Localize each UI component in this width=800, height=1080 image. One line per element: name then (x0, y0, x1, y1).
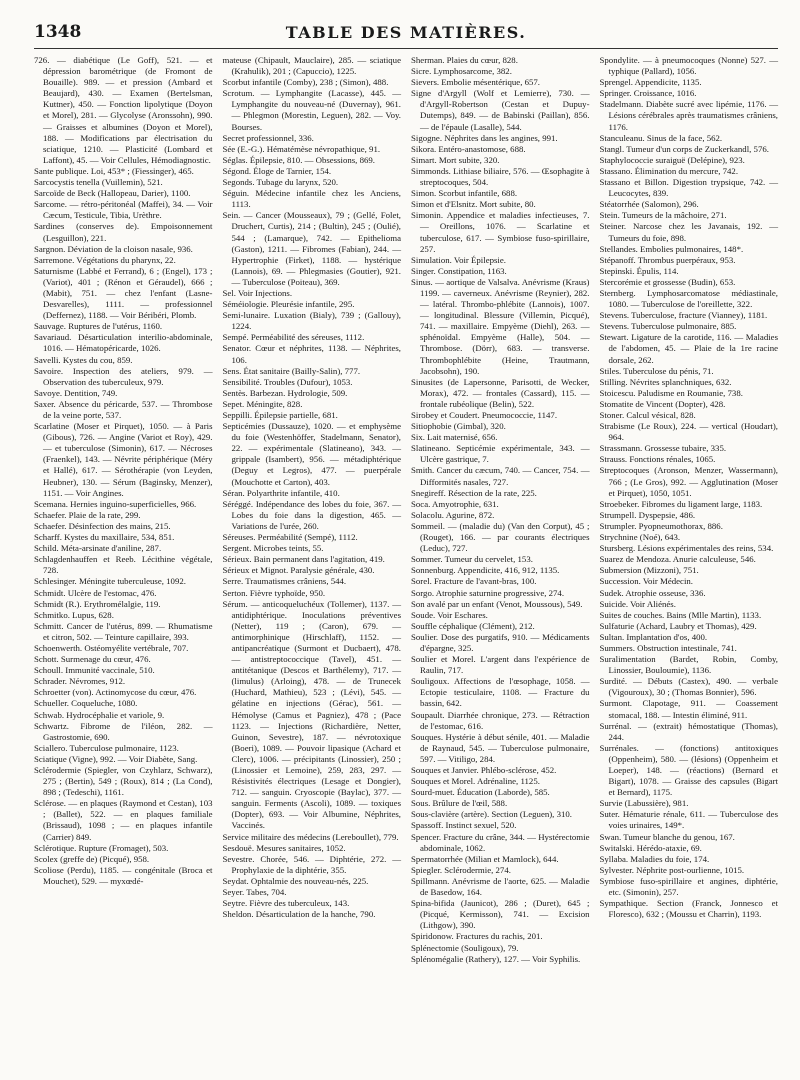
index-entry: Séran. Polyarthrite infantile, 410. (222, 487, 340, 498)
index-entry: Sievers. Embolie mésentérique, 657. (411, 77, 540, 88)
index-entry: Simmonds. Lithiase biliaire, 576. — Œsophagite à streptocoques, 504. (411, 165, 590, 188)
index-entry: Sargnon. Déviation de la cloison nasale, 936. (34, 243, 193, 254)
index-entry: Sylvester. Néphrite post-ourlienne, 1015. (599, 864, 745, 875)
index-entry: Strychnine (Noé), 643. (599, 532, 681, 543)
index-entry: Séméiologie. Pleurésie infantile, 295. (222, 299, 355, 310)
index-entry: Spillmann. Anévrisme de l'aorte, 625. — Maladie de Basedow, 164. (411, 875, 590, 898)
index-entry: Snegireff. Résection de la rate, 225. (411, 487, 537, 498)
index-entry: Soupault. Diarrhée chronique, 273. — Rétraction de l'estomac, 616. (411, 709, 590, 731)
index-entry: Scemana. Hernies inguino-superficielles, 966. (34, 498, 197, 509)
page-header (34, 14, 778, 49)
index-entry: Simon. Scorbut infantile, 688. (411, 188, 518, 199)
page-number: 1348 (34, 22, 82, 42)
index-entry: Sous. Brûlure de l'œil, 588. (411, 798, 508, 809)
index-entry: Strumpler. Pyopneumothorax, 886. (599, 520, 723, 531)
index-entry: Sante publique. Loi, 453* ; (Fiessinger), 465. (34, 165, 194, 176)
index-entry: Scrotum. — Lymphangite (Lacasse), 445. — Lymphangite du nouveau-né (Duvernay), 961. — Phlegmon (Morestin, Leguen), 282. — Voy. Bourses. (222, 88, 401, 132)
index-column-2 (223, 55, 402, 965)
index-entry: Splénomégalie (Rathery), 127. — Voir Syphilis. (411, 953, 581, 964)
index-entry: Schmitt. Cancer de l'utérus, 899. — Rhumatisme et citron, 502. — Teinture capillaire, 393. (34, 620, 213, 642)
index-entry: Seydat. Ophtalmie des nouveau-nés, 225. (222, 875, 369, 886)
index-entry: Souques et Morel. Adrénaline, 1125. (411, 776, 540, 787)
index-entry: Stroebeker. Fibromes du ligament large, 1183. (599, 498, 763, 509)
index-entry: Sauvage. Ruptures de l'utérus, 1160. (34, 321, 163, 332)
index-column-1 (34, 55, 213, 965)
index-entry: Souques et Janvier. Phlébo-sclérose, 452. (411, 765, 557, 775)
index-entry: Sepet. Méningite, 828. (222, 398, 303, 409)
index-entry: Senator. Cœur et néphrites, 1138. — Néphrites, 106. (222, 343, 401, 365)
index-entry: Sérieux. Bain permanent dans l'agitation, 419. (222, 554, 385, 565)
index-entry: Sarremone. Végétations du pharynx, 22. (34, 254, 176, 265)
index-entry: Stoicescu. Paludisme en Roumanie, 738. (599, 387, 743, 398)
index-entry: Sciatique (Vigne), 992. — Voir Diabète, Sang. (34, 753, 198, 764)
index-entry: Staphylococcie suraiguë (Delépine), 923. (599, 154, 745, 165)
index-entry: Stoner. Calcul vésical, 828. (599, 410, 696, 420)
index-columns (34, 55, 778, 965)
index-entry: Suites de couches. Bains (Mlle Martin), 1133. (599, 609, 762, 620)
index-entry: Souques. Hystérie à début sénile, 401. — Maladie de Raynaud, 545. — Tuberculose pulmonaire, 597. — Vitiligo, 284. (411, 731, 590, 764)
index-entry: Stellandes. Embolies pulmonaires, 148*. (599, 243, 744, 254)
index-entry: Sclérodermie (Spiegler, von Czyhlarz, Schwarz), 275 ; (Bertin), 549 ; (Roux), 814 ; (La Cond), 898 ; (Tedeschi), 1161. (34, 765, 213, 798)
index-entry: Schwab. Hydrocéphalie et variole, 9. (34, 709, 165, 720)
index-entry: Switalski. Hérédo-ataxie, 69. (599, 842, 702, 853)
index-entry: Stassano. Élimination du mercure, 742. (599, 165, 739, 176)
index-entry: Spencer. Fracture du crâne, 344. — Hystérectomie abdominale, 1062. (411, 831, 590, 853)
index-entry: Slatineano. Septicémie expérimentale, 343. — Ulcère gastrique, 7. (411, 443, 590, 465)
index-entry: Sherman. Plaies du cœur, 828. (411, 55, 518, 65)
index-entry: Secret professionnel, 336. (222, 132, 314, 143)
index-entry: Seytre. Fièvre des tuberculeux, 143. (222, 898, 350, 909)
index-entry: Sultan. Implantation d'os, 400. (599, 631, 708, 642)
index-entry: Schueller. Coqueluche, 1080. (34, 698, 138, 709)
index-entry: Strassmann. Grossesse tubaire, 335. (599, 443, 727, 454)
index-entry: Savelli. Kystes du cou, 859. (34, 354, 133, 365)
index-entry: Saxer. Absence du péricarde, 537. — Thrombose de la veine porte, 537. (34, 398, 213, 420)
index-entry: Springer. Croissance, 1016. (599, 88, 697, 99)
index-entry: Sheldon. Désarticulation de la hanche, 790. (222, 909, 376, 920)
index-entry: Soulier et Morel. L'argent dans l'expérience de Raulin, 717. (411, 654, 590, 676)
index-entry: Soude. Voir Eschares. (411, 609, 488, 620)
index-entry: Schaefer. Désinfection des mains, 215. (34, 520, 171, 531)
index-entry: Spassoff. Instinct sexuel, 520. (411, 820, 517, 831)
index-entry: Surdité. — Débuts (Castex), 490. — verbale (Vigouroux), 30 ; (Thomas Bonnier), 596. (599, 676, 778, 698)
index-entry: Sclérotique. Rupture (Fromaget), 503. (34, 842, 169, 853)
index-entry: Sprengel. Appendicite, 1135. (599, 77, 702, 88)
index-entry: mateuse (Chipault, Mauclaire), 285. — sciatique (Krahulik), 201 ; (Capuccio), 1225. (222, 55, 401, 77)
index-entry: Surmont. Clapotage, 911. — Coassement stomacal, 188. — Intestin éliminé, 911. (599, 698, 778, 720)
index-entry: Sinusites (de Lapersonne, Parisotti, de Wecker, Morax), 472. — frontales (Cassard), 115. — frontale rubéolique (Belin), 522. (411, 376, 590, 409)
running-title: TABLE DES MATIÈRES. (285, 23, 527, 42)
index-entry: Service militaire des médecins (Lereboullet), 779. (222, 831, 399, 842)
index-entry: Segonds. Tubage du larynx, 520. (222, 177, 339, 188)
index-entry: Sens. État sanitaire (Bailly-Salin), 777. (222, 365, 361, 376)
index-entry: Scoliose (Perdu), 1185. — congénitale (Broca et Mouchet), 529. — myxœdé- (34, 864, 213, 886)
index-entry: Stevens. Tuberculose, fracture (Vianney), 1181. (599, 310, 768, 321)
index-entry: Sée (E.-G.). Hématémèse névropathique, 91. (222, 143, 381, 154)
index-entry: Sternberg. Lymphosarcomatose médiastinale, 1080. — Tuberculose de l'oreillette, 322. (599, 287, 778, 310)
index-entry: Stanculeanu. Sinus de la face, 562. (599, 132, 723, 143)
index-entry: Ségond. Éloge de Tarnier, 154. (222, 165, 332, 176)
index-entry: Streptocoques (Aronson, Menzer, Wassermann), 766 ; (Le Gros), 992. — Agglutination (Moser et Pirquet), 1050, 1051. (599, 465, 778, 498)
index-entry: Sciallero. Tuberculose pulmonaire, 1123. (34, 742, 179, 753)
index-entry: Sentès. Barbezan. Hydrologie, 509. (222, 387, 348, 398)
index-entry: Stercorémie et grossesse (Budin), 653. (599, 276, 736, 287)
index-entry: Scorbut infantile (Comby), 238 ; (Simon), 488. (222, 77, 389, 88)
index-entry: Spondylite. — à pneumocoques (Nonne) 527. — typhique (Pallard), 1056. (599, 55, 778, 77)
index-entry: Stangl. Tumeur d'un corps de Zuckerkandl, 576. (599, 143, 769, 154)
index-entry: Schlagdenhauffen et Reeb. Lécithine végétale, 728. (34, 554, 213, 576)
index-entry: Stewart. Ligature de la carotide, 116. — Maladies de l'abdomen, 45. — Plaie de la 1re racine dorsale, 262. (599, 332, 778, 365)
index-entry: Simonin. Appendice et maladies infectieuses, 7. — Oreillons, 1076. — Scarlatine et tuberculose, 617. — Symbiose fuso-spirillaire, 257. (411, 210, 590, 254)
index-entry: Spiridonow. Fractures du rachis, 201. (411, 931, 543, 942)
index-entry: Stursberg. Lésions expérimentales des reins, 534. (599, 543, 774, 554)
index-entry: Summers. Obstruction intestinale, 741. (599, 642, 737, 653)
index-entry: Sarcocystis tenella (Vuillemin), 521. (34, 177, 163, 188)
index-entry: Soca. Amyotrophie, 631. (411, 498, 499, 509)
index-entry: Savariaud. Désarticulation interilio-abdominale, 1016. — Hématopéricarde, 1026. (34, 332, 213, 354)
index-entry: Spermatorrhée (Milian et Mamlock), 644. (411, 853, 559, 864)
index-entry: Singer. Constipation, 1163. (411, 265, 507, 276)
index-entry: Sclérose. — en plaques (Raymond et Cestan), 103 ; (Ballet), 522. — en plaques familiale (Brissaud), 1098 ; — en plaques infantile (Carrier) 849. (34, 798, 213, 842)
index-entry: Suralimentation (Bardet, Robin, Comby, Linossier, Bouloumie), 1136. (599, 654, 778, 676)
index-entry: Surrénal. — (extrait) hémostatique (Thomas), 244. (599, 720, 778, 742)
index-entry: Simulation. Voir Épilepsie. (411, 254, 506, 265)
index-entry: Sarcoïde de Beck (Hallopeau, Darier), 1100. (34, 188, 191, 199)
index-entry: Sorel. Fracture de l'avant-bras, 100. (411, 576, 537, 587)
index-entry: Sarcome. — rétro-péritonéal (Maffei), 34. — Voir Cæcum, Testicule, Tibia, Urèthre. (34, 199, 213, 221)
index-entry: Scolex (greffe de) (Picqué), 958. (34, 853, 150, 864)
index-entry: Sérieux et Mignot. Paralysie générale, 430. (222, 565, 375, 576)
index-entry: Stadelmann. Diabète sucré avec lipémie, 1176. — Lésions cérébrales après traumatismes crâniens, 1176. (599, 99, 778, 132)
index-entry: Sempé. Perméabilité des séreuses, 1112. (222, 332, 365, 343)
index-entry: Sérum. — anticoqueluchéux (Tollemer), 1137. — antidiphtérique. Inoculations préventives (Netter), 119 ; (Caron), 679. — antimorphinique (Hirschlaff), 1152. — antipancréatique (Surmont et Ducbaert), 478. — antistreptococcique (Tavel), 451. — antitétanique (Descos et Barthélemy), 717. — (limulus) (Arloing), 478. — de Trunecek (Huchard, Mathieu), 523 ; (Lévi), 545. — gélatine en injections (Gérac), 561. — Hémolyse (Camus et Pagniez), 478 ; (Pace 1123. — Injections (Richardière, Netter, Guinon, Sevestre), 187. — névrotoxique (Boeri), 1089. — Pouvoir lipasique (Achard et Clerc), 1006. — précipitants (Linossier), 250 ; (Linossier et Lemoine), 259, 283, 297. — Résistivités électriques (Lesage et Dongier), 712. — sanguin. Cryoscopie (Baylac), 377. — sanguin. Ferments (Ascoli), 1089. — toxiques (Dopter), 693. — Voir Albumine, Néphrites, Vaccinés. (222, 598, 401, 831)
index-entry: Stépanoff. Thrombus puerpéraux, 953. (599, 254, 736, 265)
index-entry: Survie (Labussière), 981. (599, 798, 689, 809)
index-entry: Septicémies (Dussauze), 1020. — et emphysème du foie (Westenhöffer, Stadelmann, Senator), 22. — expérimentale (Slatineano), 343. — grippale (Isambert), 956. — métadiphtérique (Deguy et Legros), 477. — puerpérale (Mouchotte et Carton), 403. (222, 421, 401, 487)
index-entry: Sicre. Lymphosarcome, 382. (411, 66, 512, 77)
index-entry: Scharff. Kystes du maxillaire, 534, 851. (34, 532, 175, 543)
index-entry: Spiegler. Sclérodermie, 274. (411, 864, 511, 875)
index-entry: Strauss. Fonctions rénales, 1065. (599, 454, 716, 465)
index-entry: Swan. Tumeur blanche du genou, 167. (599, 831, 735, 842)
index-entry: Sorgo. Atrophie saturnine progressive, 274. (411, 587, 565, 598)
index-entry: Séguin. Médecine infantile chez les Anciens, 1113. (222, 188, 401, 210)
index-entry: Stepinski. Épulis, 114. (599, 265, 679, 276)
index-entry: Strabisme (Le Roux), 224. — vertical (Houdart), 964. (599, 421, 778, 443)
index-entry: Sulfaturie (Achard, Laubry et Thomas), 429. (599, 620, 757, 631)
index-entry: Stéatorrhée (Salomon), 296. (599, 199, 699, 210)
index-entry: Schaefer. Plaie de la rate, 299. (34, 509, 141, 520)
index-entry: Stevens. Tuberculose pulmonaire, 885. (599, 321, 737, 332)
index-column-4 (600, 55, 779, 965)
index-entry: Sikora. Entéro-anastomose, 688. (411, 143, 526, 154)
index-entry: Serton. Fièvre typhoïde, 950. (222, 587, 326, 598)
index-entry: Stiles. Tuberculose du pénis, 71. (599, 365, 714, 376)
index-entry: Suarez de Mendoza. Anurie calculeuse, 546. (599, 554, 756, 565)
index-entry: Séglas. Épilepsie, 810. — Obsessions, 869. (222, 154, 375, 165)
index-entry: Sensibilité. Troubles (Dufour), 1053. (222, 376, 353, 387)
index-entry: Savoye. Dentition, 749. (34, 387, 118, 398)
index-entry: Succession. Voir Médecin. (599, 576, 693, 587)
index-entry: Smith. Cancer du cæcum, 740. — Cancer, 754. — Difformités nasales, 727. (411, 465, 590, 487)
index-entry: Souffle céphalique (Clément), 212. (411, 620, 535, 631)
index-entry: Surrénales. — (fonctions) antitoxiques (Oppenheim), 580. — (lésions) (Oppenheim et Loeper), 148. — (réactions) (Bernard et Bigart), 1078. — Graisse des capsules (Bigart et Bernard), 1175. (599, 742, 778, 798)
index-entry: Stein. Tumeurs de la mâchoire, 271. (599, 210, 727, 221)
index-entry: Serre. Traumatismes crâniens, 544. (222, 576, 347, 587)
index-entry: Sudek. Atrophie osseuse, 336. (599, 587, 706, 598)
index-entry: Schroetter (von). Actinomycose du cœur, 476. (34, 687, 197, 698)
index-entry: 726. — diabétique (Le Goff), 521. — et dépression barométrique (de Fromont de Bouaille). 989. — et pression (Ambard et Beaujard), 430. — Examen (Bertelsman, Kuttner), 450. — Fonction lipolytique (Doyon et Morel), 281. — Glycolyse (Aronssohn), 990. — Graisses et albumines (Doyon et Morel), 188. — Modifications par électrisation du sciatique, 1210. — Plasticité (Lombard et Laffont), 45. — Voir Cellules, Hémodiagnostic. (34, 55, 213, 165)
index-entry: Simart. Mort subite, 320. (411, 154, 500, 165)
index-entry: Sourd-muet. Éducation (Laborde), 585. (411, 787, 550, 798)
index-entry: Stomatite de Vincent (Dopter), 428. (599, 398, 726, 409)
index-entry: Sitiophobie (Gimbal), 320. (411, 421, 506, 432)
index-entry: Schwartz. Fibrome de l'iléon, 282. — Gastrostomie, 690. (34, 720, 213, 742)
index-entry: Sympathique. Section (Franck, Jonnesco et Floresco), 632 ; (Moussu et Charrin), 1193. (599, 898, 778, 920)
index-entry: Schild. Méta-arsinate d'aniline, 287. (34, 543, 162, 554)
index-entry: Schmidt. Ulcère de l'estomac, 476. (34, 587, 157, 598)
index-entry: Seyer. Tabes, 704. (222, 887, 287, 898)
index-entry: Sommer. Tumeur du cervelet, 153. (411, 554, 533, 565)
index-entry: Suter. Hématurie rénale, 611. — Tuberculose des voies urinaires, 149*. (599, 809, 778, 831)
index-entry: Stassano et Billon. Digestion trypsique, 742. — Leucocytes, 839. (599, 177, 778, 199)
index-entry: Schmidt (R.). Erythromélalgie, 119. (34, 598, 161, 609)
index-entry: Sirobey et Coudert. Pneumococcie, 1147. (411, 410, 558, 420)
index-entry: Splénectomie (Souligoux), 79. (411, 942, 519, 953)
index-entry: Strumpell. Dyspepsie, 486. (599, 509, 696, 520)
index-entry: Sous-clavière (artère). Section (Leguen), 310. (411, 809, 572, 820)
index-entry: Spina-bifida (Jaunicot), 286 ; (Duret), 645 ; (Picqué, Kermisson), 741. — Excision (Lithgow), 390. (411, 898, 590, 931)
index-entry: Soulier. Dose des purgatifs, 910. — Médicaments d'épargne, 325. (411, 631, 590, 653)
index-entry: Stilling. Névrites splanchniques, 632. (599, 376, 732, 387)
index-entry: Syllaba. Maladies du foie, 174. (599, 853, 710, 864)
index-entry: Saturnisme (Labbé et Ferrand), 6 ; (Engel), 173 ; (Variot), 401 ; (Rénon et Géraudel), 666 ; (Mabit), 751. — chez l'enfant (Lasne-Desvarelles), 1111. — professionnel (Deffernez), 1188. — Voir Béribéri, Plomb. (34, 265, 213, 321)
index-entry: Souligoux. Affections de l'œsophage, 1058. — Ectopie testiculaire, 1108. — Fracture du bassin, 642. (411, 676, 590, 709)
index-entry: Semi-lunaire. Luxation (Bialy), 739 ; (Gallouy), 1224. (222, 310, 401, 332)
index-entry: Sigogne. Néphrites dans les angines, 991. (411, 132, 558, 143)
index-entry: Séréggé. Indépendance des lobes du foie, 367. — Lobes du foie dans la digestion, 465. — Variations de l'urée, 260. (222, 498, 401, 531)
index-entry: Simon et d'Elsnitz. Mort subite, 80. (411, 199, 536, 210)
index-entry: Schmitko. Lupus, 628. (34, 609, 114, 620)
index-entry: Six. Lait maternisé, 656. (411, 432, 498, 443)
index-entry: Sonnenburg. Appendicite, 416, 912, 1135. (411, 565, 560, 576)
index-entry: Schrader. Névromes, 912. (34, 676, 126, 687)
index-entry: Sommeil. — (maladie du) (Van den Corput), 45 ; (Rouget), 166. — par courants électriques (Leduc), 727. (411, 520, 590, 554)
index-entry: Schlesinger. Méningite tuberculeuse, 1092. (34, 576, 186, 587)
index-entry: Sardines (conserves de). Empoisonnement (Lesguillon), 221. (34, 221, 213, 243)
index-entry: Steiner. Narcose chez les Javanais, 192. — Tumeurs du foie, 898. (599, 221, 778, 243)
index-entry: Savoire. Inspection des ateliers, 979. — Observation des tuberculeux, 979. (34, 365, 213, 387)
index-entry: Son avalé par un enfant (Venot, Moussous), 549. (411, 598, 583, 609)
index-entry: Sergent. Microbes teints, 55. (222, 543, 324, 554)
index-entry: Scarlatine (Moser et Pirquet), 1050. — à Paris (Gibous), 726. — Angine (Variot et Roy), 429. — et tuberculose (Simonin), 617. — Nécroses (Fraenkel), 143. — Névrite périphérique (Méry et Hallé), 617. — Sérothérapie (von Leyden, Heubner), 130. — Sérum (Baginsky, Menzer), 1151. — Voir Angines. (34, 421, 213, 498)
index-column-3 (411, 55, 590, 965)
index-entry: Seppilli. Épilepsie partielle, 681. (222, 410, 338, 420)
index-entry: Sesdouë. Mesures sanitaires, 1052. (222, 842, 346, 853)
index-entry: Sel. Voir Injections. (222, 287, 293, 298)
index-entry: Sein. — Cancer (Mousseaux), 79 ; (Gellé, Folet, Druchert, Curtis), 214 ; (Bultin), 245 ; (Oulié), 544 ; (Lamarque), 742. — Epithelioma (Gaston), 1211. — Fibromes (Fabian), 244. — Hypertrophie (Firket), 1188. — hystérique (Lannois), 69. — Phlegmasies (Goutier), 921. — Tuberculose (Poiteau), 369. (222, 210, 401, 287)
index-entry: Sevestre. Chorée, 546. — Diphtérie, 272. — Prophylaxie de la diphtérie, 355. (222, 853, 401, 875)
index-entry: Suicide. Voir Aliénés. (599, 598, 676, 609)
index-entry: Schoull. Immunité vaccinale, 510. (34, 665, 155, 676)
index-entry: Solacolu. Agurine, 872. (411, 509, 495, 520)
index-entry: Schott. Surmenage du cœur, 476. (34, 654, 151, 665)
index-entry: Symbiose fuso-spirillaire et angines, diphtérie, etc. (Simonin), 257. (599, 875, 778, 898)
index-entry: Signe d'Argyll (Wolf et Lemierre), 730. — d'Argyll-Robertson (Cestan et Dupuy-Dutemps), 849. — de Babinski (Paillan), 856. — de l'épaule (Lasalle), 544. (411, 88, 590, 132)
index-entry: Séreuses. Perméabilité (Sempé), 1112. (222, 532, 358, 543)
index-entry: Submersion (Mizzoni), 751. (599, 565, 699, 576)
index-entry: Sinus. — aortique de Valsalva. Anévrisme (Kraus) 1199. — caverneux. Anévrisme (Reynier), 282. — latéral. Thrombo-phlébite (Lannois), 1007. — longitudinal. Blessure (Villemin, Picqué), 741. — maxillaire. Empyème (Diehl), 263. — sphénoïdal. Empyème (Halle), 504. — Thrombose. (Dörr), 683. — transverse. Thrombophlébite (Heine, Trautmann, Jacobsohn), 190. (411, 276, 590, 376)
index-entry: Schoenwerth. Ostéomyélite vertébrale, 707. (34, 642, 189, 653)
